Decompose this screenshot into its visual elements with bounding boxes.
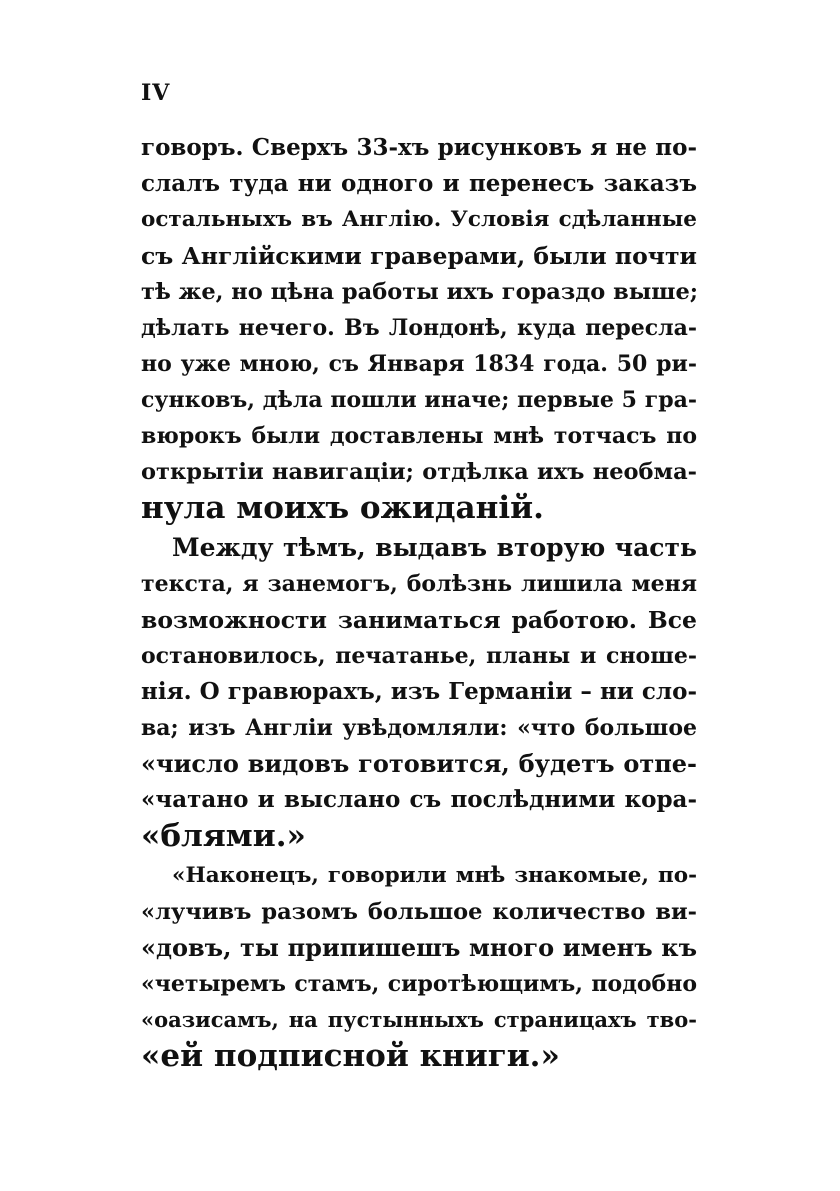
text-line: «ей подписной книги.» bbox=[141, 1038, 560, 1074]
text-line: сунковъ, дѣла пошли иначе; первые 5 гра- bbox=[141, 387, 697, 413]
text-line: но уже мною, съ Января 1834 года. 50 ри- bbox=[141, 351, 697, 377]
text-line: вюрокъ были доставлены мнѣ тотчасъ по bbox=[141, 423, 697, 449]
text-line: слалъ туда ни одного и перенесъ заказъ bbox=[141, 170, 697, 197]
text-line: «оазисамъ, на пустынныхъ страницахъ тво- bbox=[141, 1007, 697, 1032]
text-line: «четыремъ стамъ, сиротѣющимъ, подобно bbox=[141, 971, 697, 997]
text-line: «лучивъ разомъ большое количество ви- bbox=[141, 899, 697, 925]
text-line: открытіи навигаціи; отдѣлка ихъ необма- bbox=[141, 459, 697, 485]
text-line: ва; изъ Англіи увѣдомляли: «что большое bbox=[141, 715, 697, 741]
text-line: говоръ. Сверхъ 33-хъ рисунковъ я не по- bbox=[141, 134, 697, 161]
text-line: возможности заниматься работою. Все bbox=[141, 606, 697, 634]
text-line: «Наконецъ, говорили мнѣ знакомые, по- bbox=[172, 863, 697, 888]
text-line: остальныхъ въ Англію. Условія сдѣланные bbox=[141, 207, 697, 232]
text-line: «блями.» bbox=[141, 818, 306, 854]
text-line: тѣ же, но цѣна работы ихъ гораздо выше; bbox=[141, 279, 699, 305]
text-line: «чатано и выслано съ послѣдними кора- bbox=[141, 786, 697, 813]
text-line: «довъ, ты припишешъ много именъ къ bbox=[141, 933, 697, 962]
text-line: остановилось, печатанье, планы и сноше- bbox=[141, 643, 697, 669]
text-line: съ Англійскими граверами, были почти bbox=[141, 242, 697, 270]
text-line: Между тѣмъ, выдавъ вторую часть bbox=[172, 533, 697, 562]
text-line: нія. О гравюрахъ, изъ Германіи – ни сло- bbox=[141, 678, 697, 705]
text-line: дѣлать нечего. Въ Лондонѣ, куда пересла- bbox=[141, 315, 697, 341]
text-line: текста, я занемогъ, болѣзнь лишила меня bbox=[141, 571, 697, 597]
text-line: нула моихъ ожиданій. bbox=[141, 490, 544, 526]
page-number: IV bbox=[141, 80, 171, 106]
text-line: «число видовъ готовится, будетъ отпе- bbox=[141, 749, 697, 778]
